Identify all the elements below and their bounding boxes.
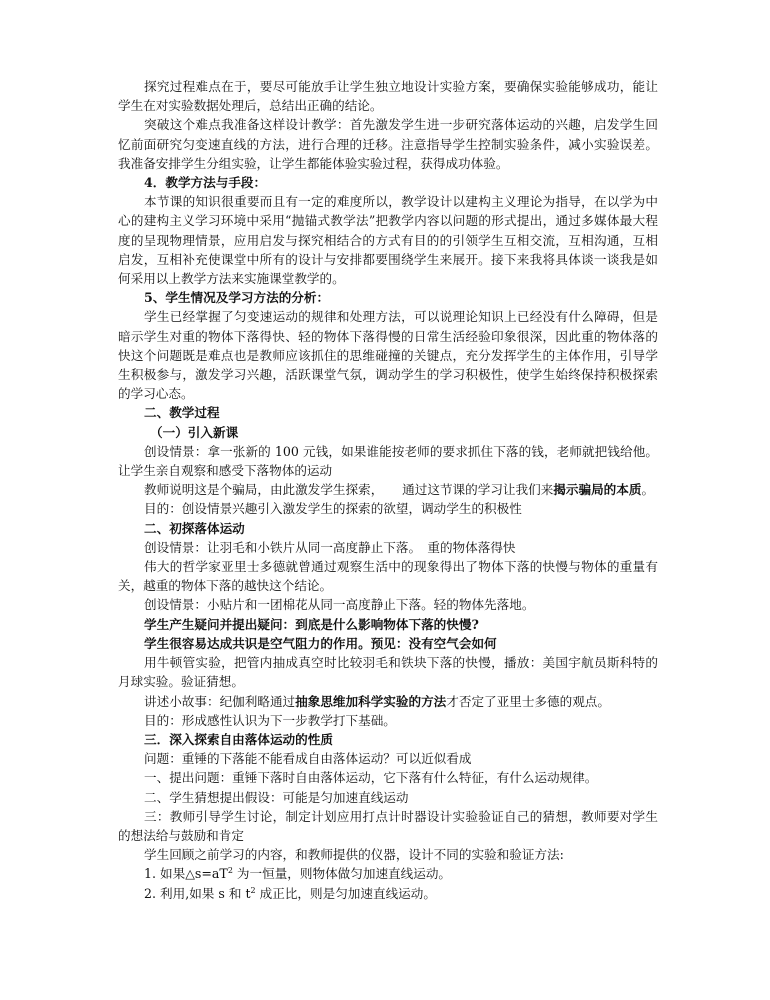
paragraph: 创设情景：小贴片和一团棉花从同一高度静止下落。轻的物体先落地。 [144,597,535,613]
text-run: 讲述小故事：纪伽利略通过 [144,693,296,709]
section-heading: 三．深入探索自由落体运动的性质 [144,731,333,747]
text-run: 2. 利用,如果 s 和 t [144,885,251,901]
text-run: 才否定了亚里士多德的观点。 [446,693,610,709]
paragraph: 伟大的哲学家亚里士多德就曾通过观察生活中的现象得出了物体下落的快慢与物体的重量有关，越重的物体下落的越快这个结论。 [118,559,658,594]
list-item [118,884,658,903]
subsection-heading: （一）引入新课 [150,424,239,440]
section-heading: 5、学生情况及学习方法的分析： [144,290,330,306]
paragraph: 目的：创设情景兴趣引入激发学生的探索的欲望，调动学生的积极性 [144,501,522,517]
paragraph: 学生已经掌握了匀变速运动的规律和处理方法，可以说理论知识上已经没有什么障碍，但是暗示学生对重的物体下落得快、轻的物体下落得慢的日常生活经验印象很深，因此重的物体落的快这个问题既是难点也是教师应该抓住的思维碰撞的关键点，充分发挥学生的主体作用，引导学生积极参与，激发学习兴趣，活跃课堂气氛，调动学生的学习积极性，使学生始终保持积极探索的学习心态。 [118,309,658,402]
paragraph: 创设情景：拿一张新的 100 元钱，如果谁能按老师的要求抓住下落的钱，老师就把钱给他。让学生亲自观察和感受下落物体的运动 [118,443,658,479]
paragraph: 二、学生猜想提出假设：可能是匀加速直线运动 [144,789,409,805]
text-run: 为一恒量，则物体做匀加速直线运动。 [232,866,452,882]
text-run: 1. 如果△s=aT [144,866,228,882]
paragraph: 问题：重锤的下落能不能看成自由落体运动？可以近似看成 [144,751,472,767]
bold-paragraph: 学生产生疑问并提出疑问：到底是什么影响物体下落的快慢? [144,616,479,632]
bold-paragraph: 学生很容易达成共识是空气阻力的作用。预见：没有空气会如何 [144,635,497,651]
text-run: 。 [641,482,655,498]
paragraph: 创设情景：让羽毛和小铁片从同一高度静止下落。 重的物体落得快 [144,539,516,555]
paragraph [118,480,658,499]
section-heading: 二、教学过程 [144,405,220,421]
paragraph: 探究过程难点在于，要尽可能放手让学生独立地设计实验方案，要确保实验能够成功，能让学生在对实验数据处理后，总结出正确的结论。 [118,79,658,114]
superscript: 2 [227,866,233,876]
paragraph: 突破这个难点我准备这样设计教学：首先激发学生进一步研究落体运动的兴趣，启发学生回忆前面研究匀变速直线的方法，进行合理的迁移。注意指导学生控制实验条件，减小实验误差。我准备安排学生分组实验，让学生都能体验实验过程，获得成功体验。 [118,117,658,171]
paragraph: 学生回顾之前学习的内容，和教师提供的仪器，设计不同的实验和验证方法: [144,847,564,863]
bold-text: 抽象思维加科学实验的方法 [295,693,447,709]
paragraph: 目的：形成感性认识为下一步教学打下基础。 [144,712,396,728]
list-item [118,864,658,883]
superscript: 2 [250,885,256,895]
paragraph: 一、提出问题：重锤下落时自由落体运动，它下落有什么特征，有什么运动规律。 [144,770,598,786]
section-heading: 4．教学方法与手段： [144,175,267,191]
paragraph: 三：教师引导学生讨论，制定计划应用打点计时器设计实验验证自己的猜想，教师要对学生的想法给与鼓励和肯定 [118,808,658,843]
paragraph [118,692,658,711]
bold-text: 揭示骗局的本质 [553,482,642,498]
text-run: 成正比，则是匀加速直线运动。 [255,885,436,901]
section-heading: 二、初探落体运动 [144,520,245,536]
paragraph: 用牛顿管实验，把管内抽成真空时比较羽毛和铁块下落的快慢，播放：美国宇航员斯科特的月球实验。验证猜想。 [118,655,658,690]
text-run: 教师说明这是个骗局，由此激发学生探索， 通过这节课的学习让我们来 [144,482,554,498]
document-body [118,77,658,903]
paragraph: 本节课的知识很重要而且有一定的难度所以，教学设计以建构主义理论为指导，在以学为中心的建构主义学习环境中采用“抛锚式教学法”把教学内容以问题的形式提出，通过多媒体最大程度的呈现物理情景，应用启发与探究相结合的方式有目的的引领学生互相交流，互相沟通，互相启发，互相补充使课堂中所有的设计与安排都要围绕学生来展开。接下来我将具体谈一谈我是如何采用以上教学方法来实施课堂教学的。 [118,194,658,287]
